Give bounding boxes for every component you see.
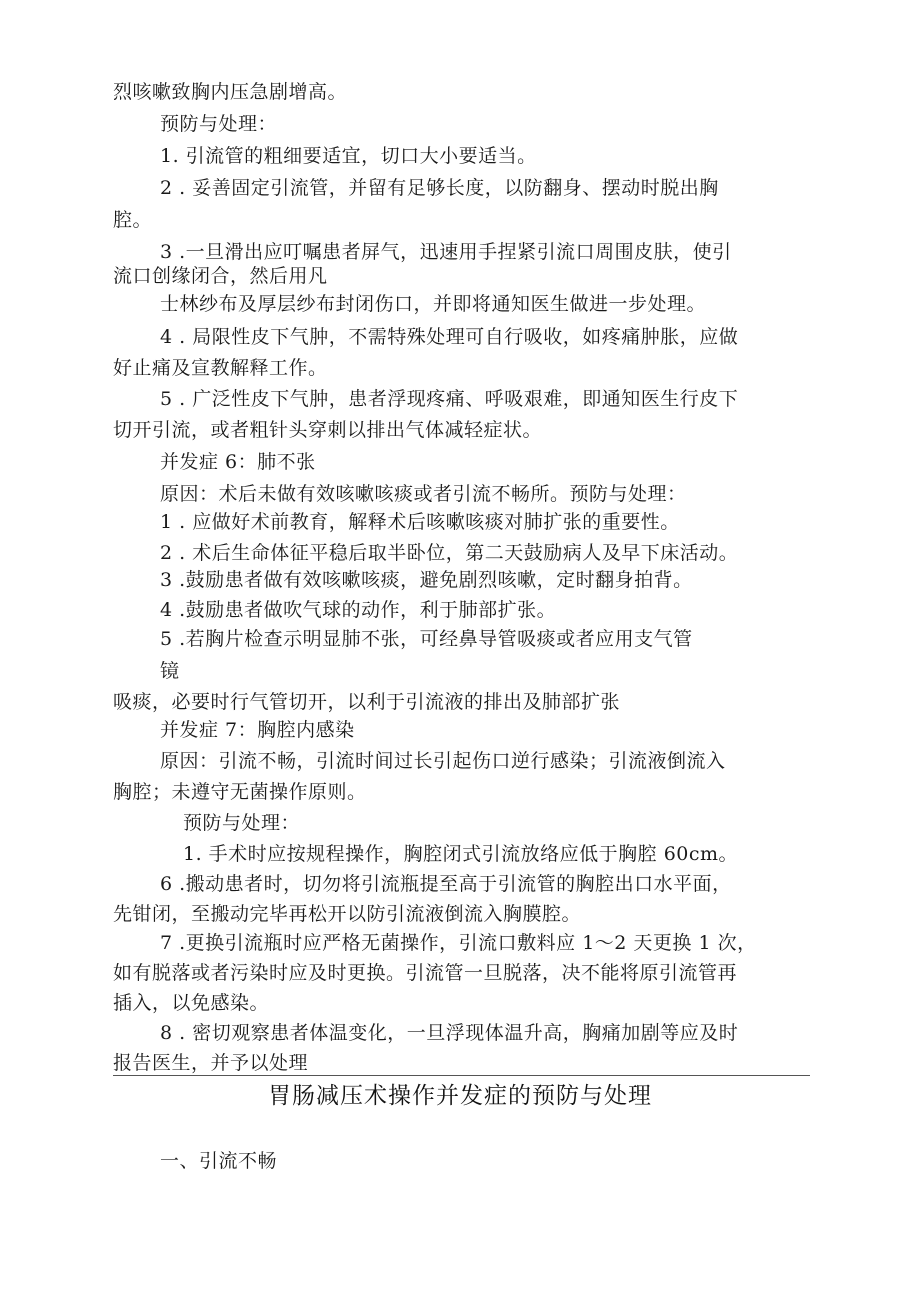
text-line: 4 . 局限性皮下气肿，不需特殊处理可自行吸收，如疼痛肿胀，应做 (160, 326, 739, 348)
text-line: 切开引流，或者粗针头穿刺以排出气体减轻症状。 (113, 419, 543, 441)
text-line: 7 .更换引流瓶时应严格无菌操作，引流口敷料应 1～2 天更换 1 次， (160, 932, 757, 954)
text-line: 6 .搬动患者时，切勿将引流瓶提至高于引流管的胸腔出口水平面， (160, 873, 732, 895)
text-line: 吸痰，必要时行气管切开，以利于引流液的排出及肺部扩张 (113, 691, 621, 713)
text-line: 胸腔；未遵守无菌操作原则。 (113, 781, 367, 803)
text-line: 原因：术后未做有效咳嗽咳痰或者引流不畅所。预防与处理： (160, 483, 687, 505)
text-line: 流口创缘闭合，然后用凡 (113, 265, 328, 287)
text-line: 1. 手术时应按规程操作，胸腔闭式引流放络应低于胸腔 60cm。 (183, 843, 739, 865)
text-line: 5 .若胸片检查示明显肺不张，可经鼻导管吸痰或者应用支气管 (160, 628, 693, 650)
text-line: 原因：引流不畅，引流时间过长引起伤口逆行感染；引流液倒流入 (160, 750, 726, 772)
text-line: 腔。 (113, 209, 153, 231)
text-line: 预防与处理： (183, 812, 301, 834)
text-line: 好止痛及宣教解释工作。 (113, 357, 328, 379)
text-line: 报告医生，并予以处理 (113, 1052, 309, 1074)
text-line: 1. 引流管的粗细要适宜，切口大小要适当。 (160, 145, 537, 167)
text-line: 插入，以免感染。 (113, 992, 270, 1014)
text-line: 2 . 术后生命体征平稳后取半卧位，第二天鼓励病人及早下床活动。 (160, 542, 739, 564)
text-line: 先钳闭，至搬动完毕再松开以防引流液倒流入胸膜腔。 (113, 903, 582, 925)
text-line: 士林纱布及厚层纱布封闭伤口，并即将通知医生做进一步处理。 (160, 293, 707, 315)
text-line: 4 .鼓励患者做吹气球的动作，利于肺部扩张。 (160, 599, 557, 621)
section-divider (113, 1075, 810, 1076)
text-line: 3 .一旦滑出应叮嘱患者屏气，迅速用手捏紧引流口周围皮肤，使引 (160, 241, 732, 263)
text-line: 2 . 妥善固定引流管，并留有足够长度，以防翻身、摆动时脱出胸 (160, 177, 719, 199)
text-line: 预防与处理： (160, 113, 278, 135)
text-line: 并发症 6：肺不张 (160, 451, 316, 473)
text-line: 8 . 密切观察患者体温变化，一旦浮现体温升高，胸痛加剧等应及时 (160, 1022, 739, 1044)
text-line: 5 . 广泛性皮下气肿，患者浮现疼痛、呼吸艰难，即通知医生行皮下 (160, 388, 739, 410)
text-line: 如有脱落或者污染时应及时更换。引流管一旦脱落，决不能将原引流管再 (113, 962, 738, 984)
section-title: 一、引流不畅 (160, 1150, 278, 1172)
text-line: 3 .鼓励患者做有效咳嗽咳痰，避免剧烈咳嗽，定时翻身拍背。 (160, 569, 693, 591)
text-line: 并发症 7：胸腔内感染 (160, 719, 355, 741)
text-line: 镜 (160, 660, 180, 682)
page-heading: 胃肠减压术操作并发症的预防与处理 (268, 1083, 652, 1109)
text-line: 1 . 应做好术前教育，解释术后咳嗽咳痰对肺扩张的重要性。 (160, 511, 680, 533)
text-line: 烈咳嗽致胸内压急剧增高。 (113, 81, 348, 103)
